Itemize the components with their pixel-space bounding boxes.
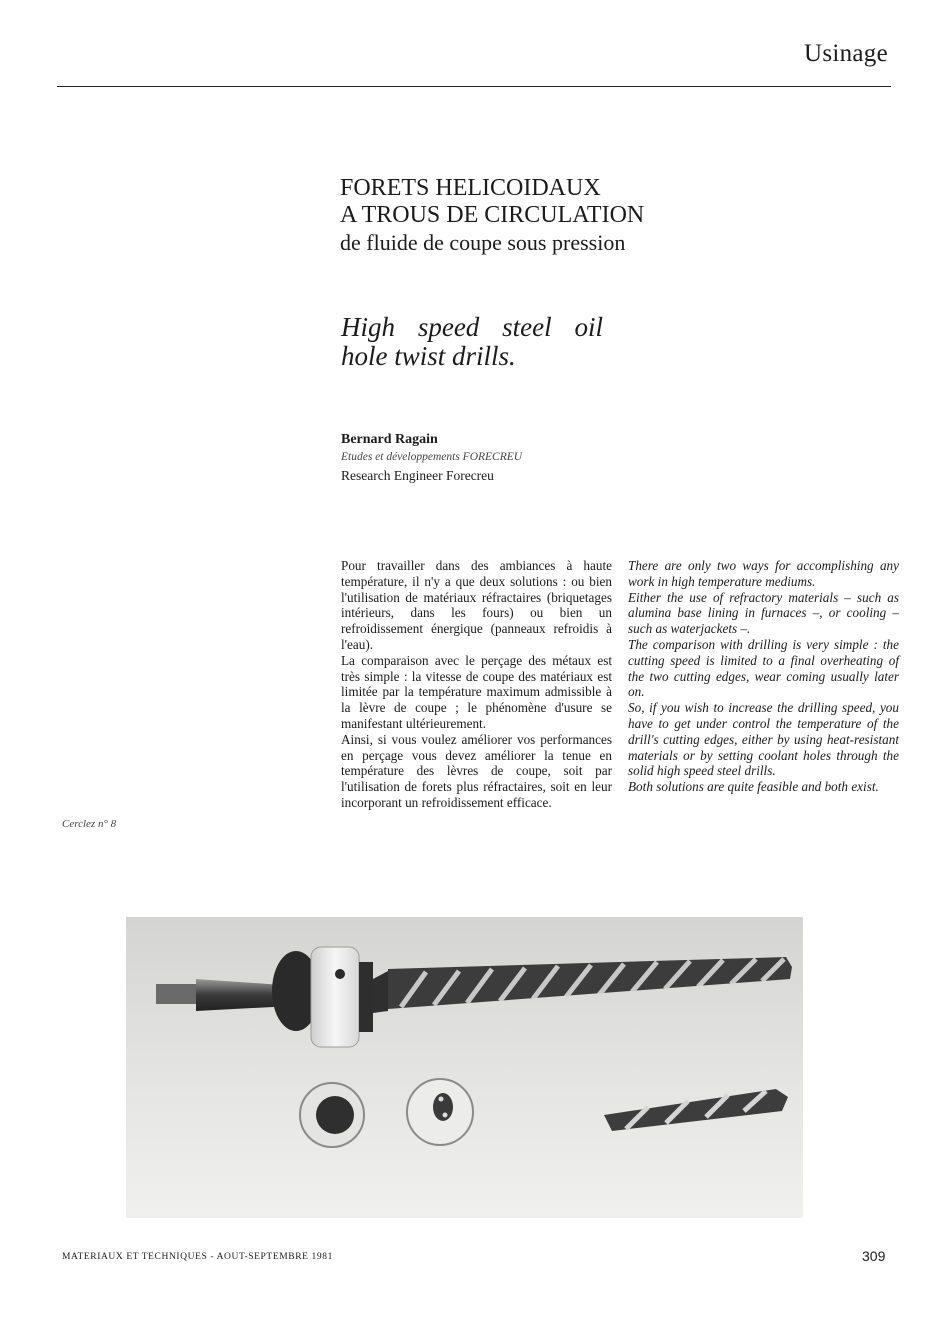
paragraph: So, if you wish to increase the drilling speed, you have to get under control the temperature of the drill's cutting edges, either by using heat-resistant materials or by setting coolant holes through the solid high speed steel drills. bbox=[628, 700, 899, 779]
english-title-line-1 bbox=[341, 313, 603, 342]
english-title-line-2: hole twist drills. bbox=[341, 341, 516, 371]
collar-ring-left bbox=[300, 1083, 364, 1147]
page-number: 309 bbox=[862, 1248, 886, 1264]
paragraph: Pour travailler dans des ambiances à haute température, il n'y a que deux solutions : ou bien l'utilisation de matériaux réfractaires (briquetages intérieurs, dans les fours) ou bien un refroidissement énergique (panneaux refroidis à l'eau). bbox=[341, 558, 612, 652]
body-column-english bbox=[628, 558, 899, 795]
paragraph: The comparison with drilling is very simple : the cutting speed is limited to a final overheating of the two cutting edges, wear coming usually later on. bbox=[628, 636, 899, 700]
title-line-1: FORETS HELICOIDAUX bbox=[340, 175, 601, 201]
english-title-word: High bbox=[341, 312, 395, 342]
english-title-word: oil bbox=[574, 312, 603, 342]
author-name: Bernard Ragain bbox=[341, 432, 438, 447]
section-header: Usinage bbox=[803, 40, 888, 67]
article-title bbox=[340, 175, 644, 256]
header-rule bbox=[57, 86, 891, 87]
body-column-french bbox=[341, 558, 612, 811]
article-subtitle: de fluide de coupe sous pression bbox=[340, 230, 626, 255]
title-line-2: A TROUS DE CIRCULATION bbox=[340, 202, 645, 228]
author-affiliation-fr: Etudes et développements FORECREU bbox=[341, 451, 523, 463]
paragraph: La comparaison avec le perçage des métaux est très simple : la vitesse de coupe des matériaux est limitée par la température maximum admissible à la lèvre de coupe ; le phénomène d'usure se manifestant ultérieurement. bbox=[341, 652, 612, 731]
drill-photograph bbox=[126, 917, 803, 1218]
english-title bbox=[341, 313, 603, 371]
paragraph: There are only two ways for accomplishing any work in high temperature mediums. bbox=[628, 558, 899, 589]
author-affiliation-en: Research Engineer Forecreu bbox=[341, 468, 494, 483]
english-title-word: steel bbox=[502, 312, 552, 342]
reader-service-note: Cerclez n° 8 bbox=[62, 818, 117, 830]
english-title-word: speed bbox=[417, 312, 480, 342]
coolant-collar bbox=[311, 947, 373, 1047]
collar-ring-right bbox=[407, 1079, 473, 1145]
paragraph: Either the use of refractory materials – such as alumina base lining in furnaces –, or cooling – such as waterjackets –. bbox=[628, 589, 899, 637]
paragraph: Both solutions are quite feasible and both exist. bbox=[628, 779, 879, 795]
footer-journal: MATERIAUX ET TECHNIQUES - AOUT-SEPTEMBRE 1981 bbox=[62, 1252, 333, 1262]
paragraph: Ainsi, si vous voulez améliorer vos performances en perçage vous devez améliorer la tenue en température des lèvres de coupe, soit par l'utilisation de forets plus réfractaires, soit en leur incorporant un refroidissement efficace. bbox=[341, 731, 612, 810]
